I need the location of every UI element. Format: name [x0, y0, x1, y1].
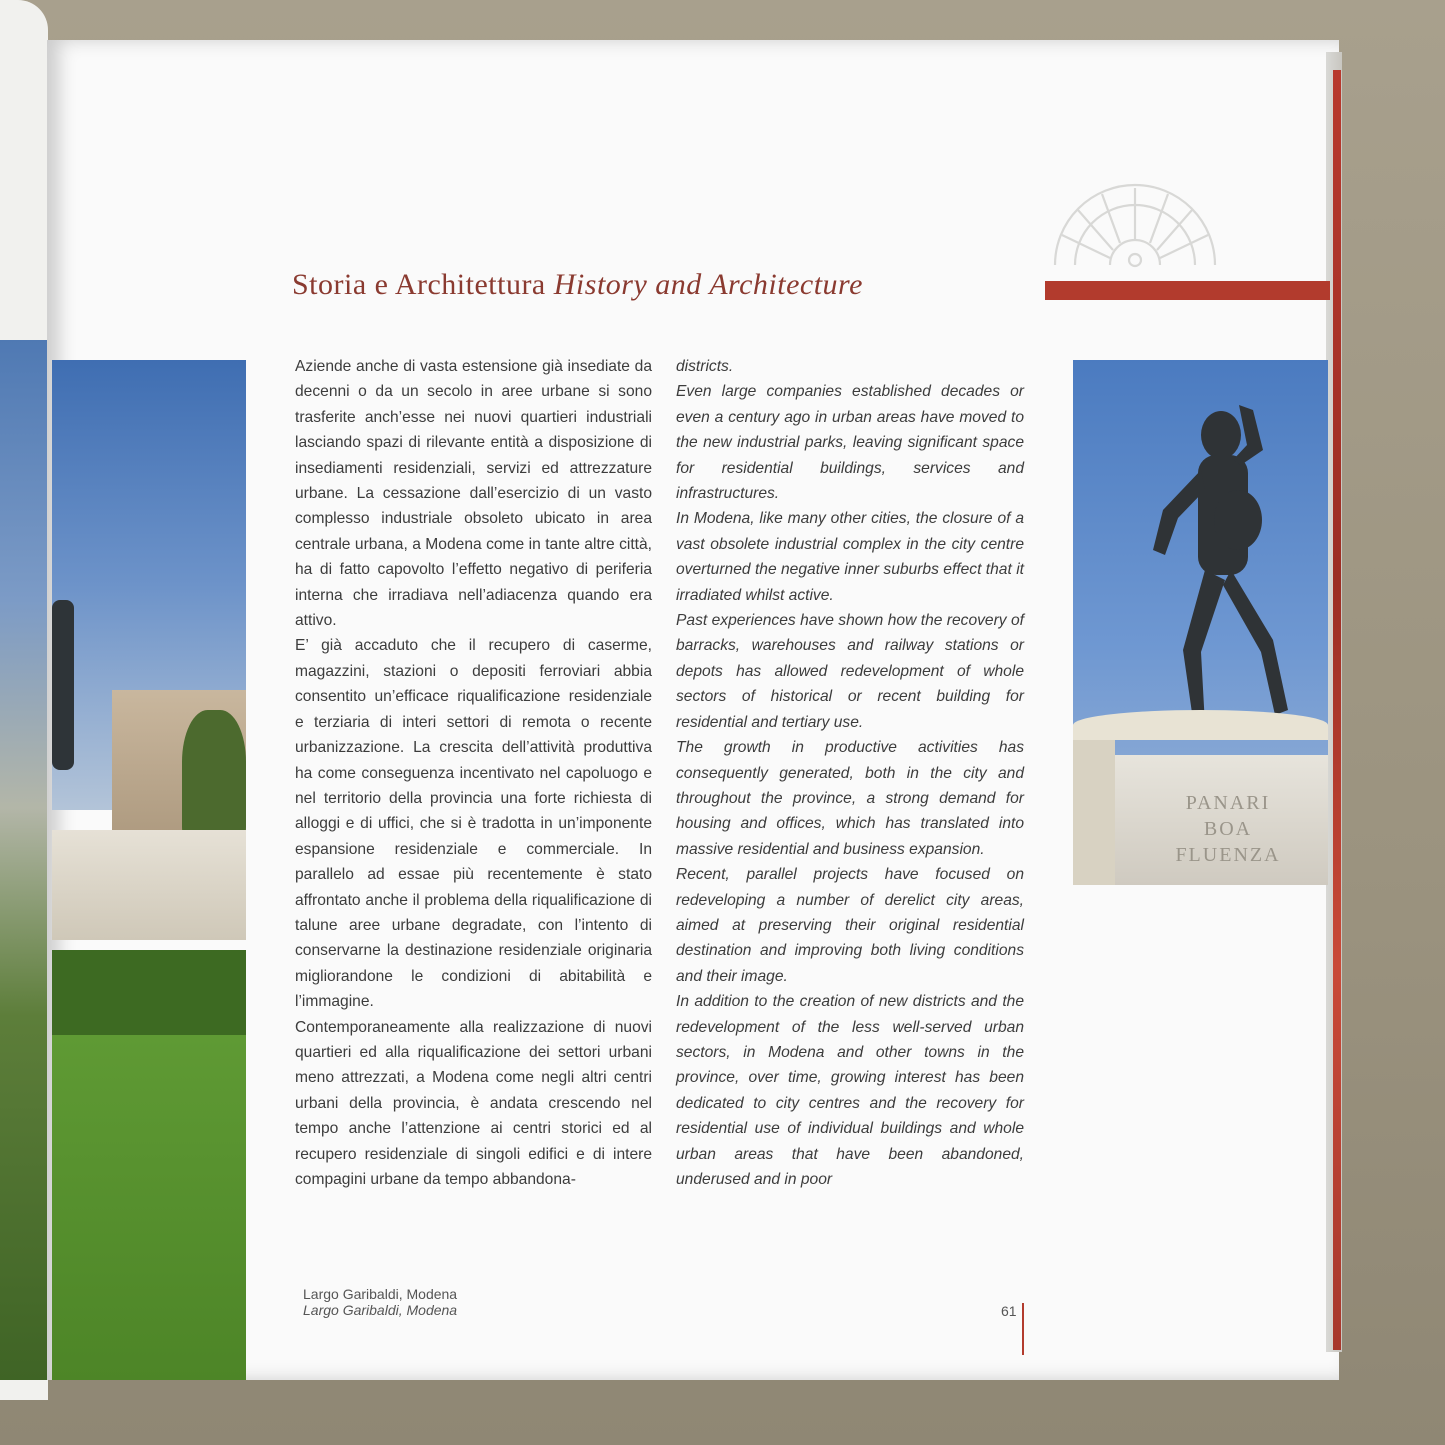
caption-english: Largo Garibaldi, Modena — [303, 1302, 458, 1318]
page-number: 61 — [1001, 1303, 1017, 1319]
paragraph: Contemporaneamente alla realizzazione di nuovi quartieri ed alla riqualificazione dei settori urbani meno attrezzati, a Modena come negli altri centri urbani della provincia, è andata crescendo nel tempo anche l’attenzione ai centri storici ed al recupero residenziale di singoli edifici e di intere compagini urbane da tempo abbandona- — [295, 1018, 652, 1188]
caption-italian: Largo Garibaldi, Modena — [303, 1286, 458, 1302]
english-text-column — [676, 354, 1024, 1192]
photo-hedge — [52, 950, 246, 1035]
pedestal-line: BOA — [1203, 818, 1253, 840]
photo-statue-silhouette — [52, 600, 74, 770]
paragraph: Recent, parallel projects have focused on redeveloping a number of derelict city areas, aimed at preserving their original residential destination and improving both living conditions and their image. — [676, 866, 1024, 985]
paragraph: The growth in productive activities has consequently generated, both in the city and throughout the province, a strong demand for housing and offices, which has translated into massive residential and business expansion. — [676, 739, 1024, 858]
photo-caption — [303, 1286, 457, 1318]
paragraph: Aziende anche di vasta estensione già insediate da decenni o da un secolo in aree urbane si sono trasferite anch’esse nei nuovi quartieri industriali lasciando spazi di rilevante entità a disposizione di insediamenti residenziali, servizi ed attrezzature urbane. La cessazione dall’esercizio di un vasto complesso industriale obsoleto ubicato in area centrale urbana, a Modena come in tante altre città, ha di fatto capovolto l’effetto negativo di periferia interna che irradiava nell’adiacenza quando era attivo. — [295, 358, 652, 630]
pedestal-inscription — [1173, 790, 1283, 868]
italian-text-column — [295, 354, 652, 1192]
photo-largo-garibaldi — [52, 360, 246, 1380]
paragraph: E’ già accaduto che il recupero di caserme, magazzini, stazioni o depositi ferroviari abbia consentito un’efficace riqualificazione residenziale e terziaria di interi settori di remota o recente urbanizzazione. La crescita dell’attività produttiva ha come conseguenza incentivato nel capoluogo e nel territorio della provincia una forte richiesta di alloggi e di uffici, che si è tradotta in un’imponente espansione residenziale e commerciale. In parallelo ad essae più recentemente è stato affrontato anche il problema della riqualificazione di talune aree urbane degradate, con l’intento di conservarne la destinazione residenziale originaria migliorandone le condizioni di abitabilità e l’immagine. — [295, 637, 652, 1011]
fountain-base — [1073, 740, 1115, 885]
photo-lawn — [52, 1035, 246, 1380]
paragraph: Past experiences have shown how the recovery of barracks, warehouses and railway stations or depots has allowed redevelopment of whole sectors of historical or recent building for residential and tertiary use. — [676, 612, 1024, 731]
paragraph: Even large companies established decades or even a century ago in urban areas have moved to the new industrial parks, leaving significant space for residential buildings, services and infrastructures. — [676, 383, 1024, 503]
title-accent-bar — [1045, 281, 1330, 300]
pedestal-line: PANARI — [1185, 792, 1271, 814]
photo-tree — [182, 710, 246, 840]
photo-statue — [1073, 360, 1328, 885]
page-title — [292, 268, 863, 302]
fan-ornament-icon — [1050, 180, 1220, 270]
next-page-red-edge — [1333, 70, 1341, 1350]
paragraph: In Modena, like many other cities, the closure of a vast obsolete industrial complex in the city centre overturned the negative inner suburbs effect that it irradiated whilst active. — [676, 510, 1024, 604]
paragraph: districts. — [676, 358, 734, 375]
page-number-rule — [1022, 1303, 1024, 1355]
photo-fountain — [52, 830, 246, 940]
left-page-photo — [0, 340, 52, 1380]
title-english: History and Architecture — [553, 268, 863, 301]
fountain-rim — [1073, 710, 1328, 740]
paragraph: In addition to the creation of new districts and the redevelopment of the less well-served urban sectors, in Modena and other towns in the province, over time, growing interest has been dedicated to city centres and the recovery for residential use of individual buildings and whole urban areas that have been abandoned, underused and in poor — [676, 993, 1024, 1188]
pedestal-line: FLUENZA — [1175, 844, 1281, 866]
title-italian: Storia e Architettura — [292, 268, 546, 301]
